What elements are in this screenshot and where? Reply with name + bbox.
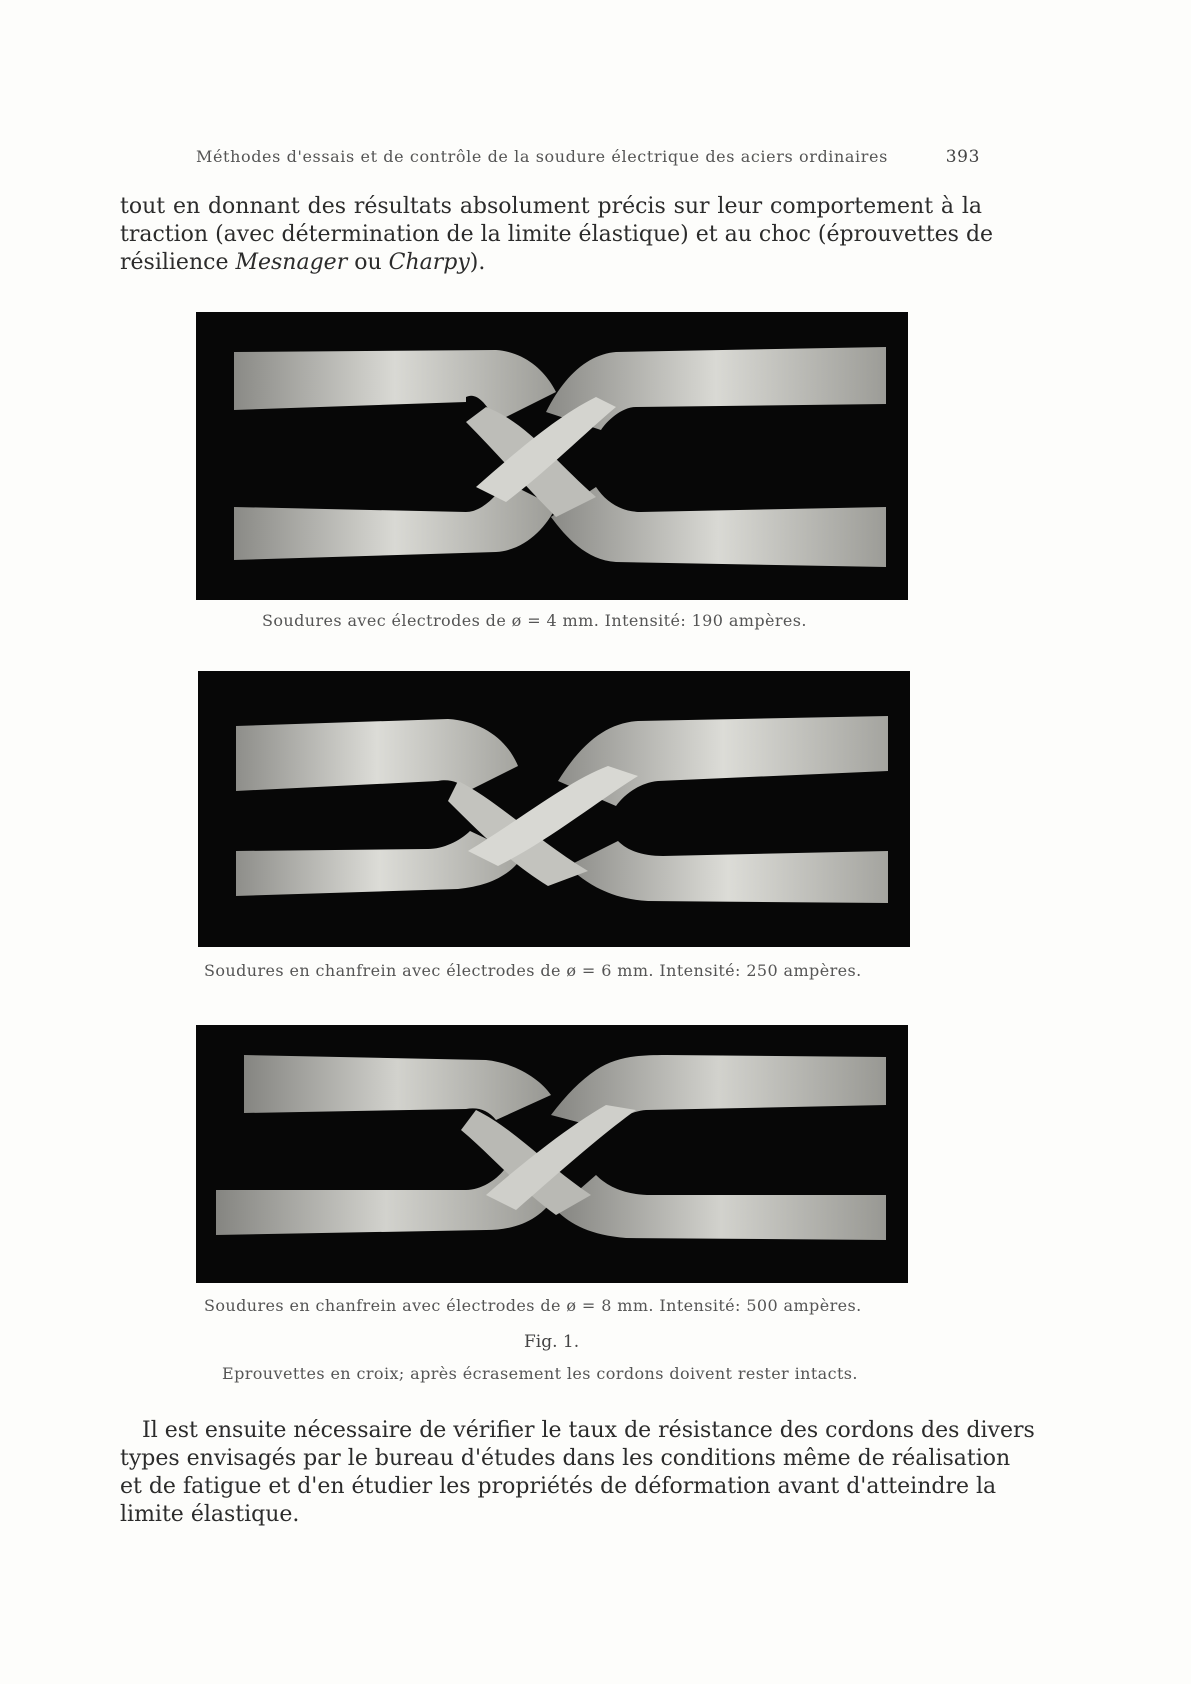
figure-caption-3: Soudures en chanfrein avec électrodes de ø = 8 mm. Intensité: 500 ampères.	[204, 1296, 862, 1315]
paragraph-line	[120, 249, 982, 277]
paragraph-line: et de fatigue et d'en étudier les propriétés de déformation avant d'atteindre la	[120, 1474, 997, 1499]
photo-cross-specimen-3	[196, 1025, 908, 1283]
text-run: ).	[469, 250, 486, 275]
figure-label: Fig. 1.	[524, 1332, 580, 1352]
photo-cross-specimen-1	[196, 312, 908, 600]
italic-name-mesnager: Mesnager	[235, 250, 348, 275]
paragraph-conclusion	[120, 1417, 1035, 1529]
running-head-title: Méthodes d'essais et de contrôle de la soudure électrique des aciers ordinaires	[196, 147, 888, 166]
paragraph-line: limite élastique.	[120, 1502, 300, 1527]
figure-caption-1: Soudures avec électrodes de ø = 4 mm. Intensité: 190 ampères.	[262, 611, 807, 630]
text-run: résilience	[120, 250, 236, 275]
figure-caption-2: Soudures en chanfrein avec électrodes de ø = 6 mm. Intensité: 250 ampères.	[204, 961, 862, 980]
paragraph-line: Il est ensuite nécessaire de vérifier le taux de résistance des cordons des divers	[142, 1418, 1035, 1443]
paragraph-intro	[120, 193, 994, 277]
page-number: 393	[945, 147, 980, 167]
paragraph-line: tout en donnant des résultats absolument précis sur leur comportement à la	[120, 194, 982, 219]
figure-main-caption: Eprouvettes en croix; après écrasement les cordons doivent rester intacts.	[222, 1364, 858, 1383]
paragraph-line: traction (avec détermination de la limite élastique) et au choc (éprouvettes de	[120, 222, 994, 247]
italic-name-charpy: Charpy	[388, 250, 470, 275]
text-run: ou	[347, 250, 389, 275]
photo-cross-specimen-2	[198, 671, 910, 947]
paragraph-line: types envisagés par le bureau d'études dans les conditions même de réalisation	[120, 1446, 1011, 1471]
